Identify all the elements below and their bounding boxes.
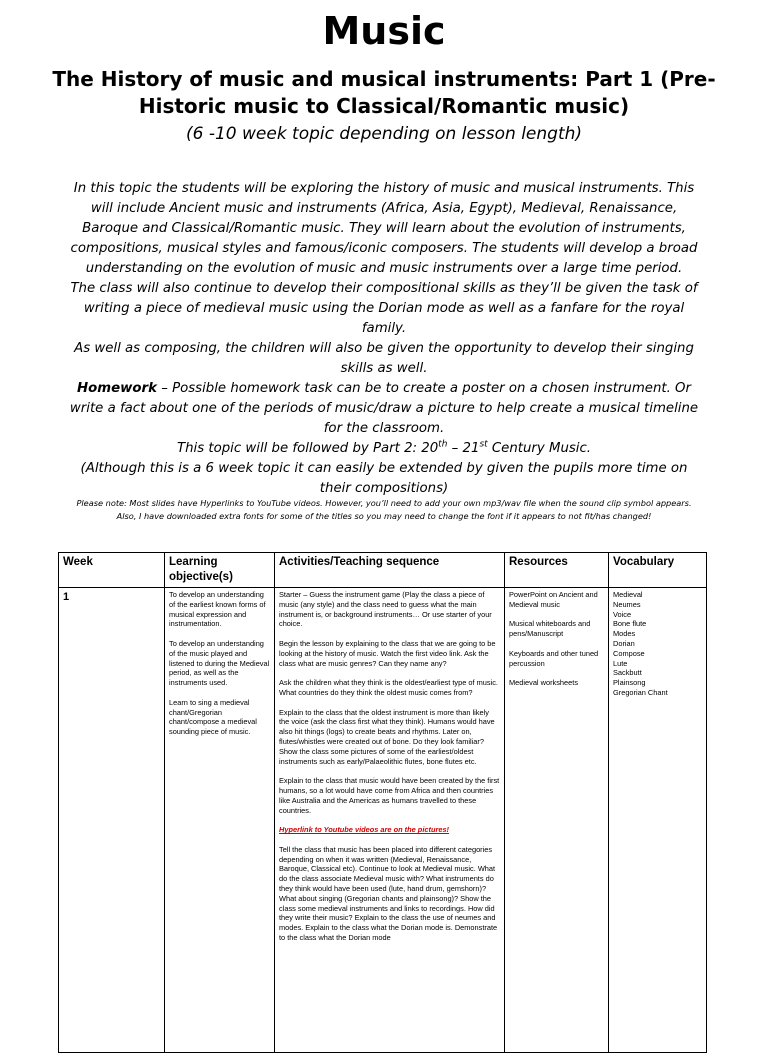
follow-up-text: Century Music. [487, 441, 592, 456]
vocabulary-item: Sackbutt [613, 668, 642, 678]
resource-item: Musical whiteboards and pens/Manuscript [509, 619, 591, 639]
vocabulary-item: Bone flute [613, 619, 647, 629]
vocabulary-item: Lute [613, 658, 628, 668]
table-row [59, 588, 707, 1053]
activity-paragraph: Tell the class that music has been placed into different categories depending on when it was written (Medieval, Renaissance, Baroque, Classical etc). Continue to look at Medieval music. What do the class associate Medieval music with? What instruments do they think would have been used (lute, hand drum, gemshorn)? What about singing (Gregorian chants and plainsong)? Show the class some medieval instruments and links to recordings. How did they write their music? Explain to the class the use of neumes and modes. Explain to the class what the Dorian mode is. Demonstrate to the class what the Dorian mode [279, 844, 498, 942]
vocabulary-item: Plainsong [613, 678, 646, 688]
activity-paragraph: Starter – Guess the instrument game (Play the class a piece of music (any style) and the class need to guess what the main instrument is, or background instruments… Or use starter of your choice. [279, 590, 492, 629]
header-vocabulary: Vocabulary [609, 553, 707, 588]
topic-duration: (6 -10 week topic depending on lesson length) [185, 124, 583, 144]
objectives-cell [165, 588, 275, 1053]
table-header-row [59, 553, 707, 588]
note-line: Please note: Most slides have Hyperlinks to YouTube videos. However, you’ll need to add your own mp3/wav file when the sound clip symbol appears. [76, 498, 692, 508]
topic-introduction [64, 179, 704, 499]
resource-item: PowerPoint on Ancient and Medieval music [509, 590, 598, 609]
activities-cell [275, 588, 505, 1053]
vocabulary-item: Compose [613, 648, 645, 658]
intro-paragraph: The class will also continue to develop their compositional skills as they’ll be given the task of writing a piece of medieval music using the Dorian mode as well as a fanfare for the royal family. [70, 281, 698, 336]
objective-item: Learn to sing a medieval chant/Gregorian chant/compose a medieval sounding piece of music. [169, 697, 257, 737]
homework-paragraph [64, 379, 704, 439]
vocabulary-item: Dorian [613, 638, 635, 648]
intro-paragraph: As well as composing, the children will also be given the opportunity to develop their singing skills as well. [74, 341, 694, 376]
intro-paragraph: In this topic the students will be exploring the history of music and musical instruments. This will include Ancient music and instruments (Africa, Asia, Egypt), Medieval, Renaissance, Baroque and Classical/Romantic music. They will learn about the evolution of instruments, compositions, musical styles and famous/iconic composers. The students will develop a broad understanding on the evolution of music and music instruments over a large time period. [70, 181, 698, 276]
header-objectives: Learning objective(s) [165, 553, 275, 588]
lesson-plan-table [58, 552, 707, 1053]
activity-paragraph: Explain to the class that the oldest instrument is more than likely the voice (ask the class first what they think). Humans would have also hit things (logs) to create beats and rhythms. Later on, flutes/whistles were created out of bone. Do they look familiar? Show the class some pictures of some of the earliest/oldest instruments such as early/Palaeolithic flutes, bone flutes etc. [279, 707, 495, 766]
vocabulary-item: Gregorian Chant [613, 687, 668, 697]
slides-note [40, 497, 728, 523]
vocabulary-item: Neumes [613, 599, 641, 609]
activity-paragraph: Begin the lesson by explaining to the class that we are going to be looking at the history of music. Watch the first video link. Ask the class what are music genres? Can they name any? [279, 638, 496, 668]
vocabulary-item: Voice [613, 609, 632, 619]
header-resources: Resources [505, 553, 609, 588]
objective-item: To develop an understanding of the music played and listened to during the Medieval period, as well as the instruments used. [169, 638, 270, 688]
resource-item: Medieval worksheets [509, 678, 579, 688]
header-activities: Activities/Teaching sequence [275, 553, 505, 588]
follow-up-paragraph [64, 439, 704, 459]
page-subtitle: The History of music and musical instruments: Part 1 (Pre-Historic music to Classical/Romantic music) [52, 67, 716, 118]
header-week: Week [59, 553, 165, 588]
week-number: 1 [59, 588, 165, 1053]
hyperlink-note: Hyperlink to Youtube videos are on the pictures! [279, 825, 450, 835]
homework-text: – Possible homework task can be to create a poster on a chosen instrument. Or write a fact about one of the periods of music/draw a picture to help create a musical timeline for the classroom. [69, 381, 699, 436]
homework-label: Homework [77, 381, 157, 396]
vocabulary-item: Modes [613, 629, 636, 639]
vocabulary-cell [609, 588, 707, 1053]
ordinal-suffix: th [438, 439, 448, 450]
activity-paragraph: Ask the children what they think is the oldest/earliest type of music. What countries do they think the oldest music comes from? [279, 678, 498, 697]
resource-item: Keyboards and other tuned percussion [509, 648, 599, 668]
extension-paragraph: (Although this is a 6 week topic it can easily be extended by given the pupils more time on their compositions) [80, 461, 688, 496]
page-title: Music [322, 9, 446, 53]
objective-item: To develop an understanding of the earliest known forms of musical expression and instrumentation. [169, 590, 266, 629]
activity-paragraph: Explain to the class that music would have been created by the first humans, so a lot would have come from Africa and then countries like Australia and the Americas as humans travelled to these countries. [279, 776, 500, 815]
follow-up-text: This topic will be followed by Part 2: 20 [176, 441, 439, 456]
resources-cell [505, 588, 609, 1053]
ordinal-suffix: st [479, 439, 488, 450]
note-line: Also, I have downloaded extra fonts for some of the titles so you may need to change the font if it appears to not fit/has changed! [116, 511, 652, 521]
follow-up-text: – 21 [447, 441, 480, 456]
vocabulary-item: Medieval [613, 590, 643, 599]
